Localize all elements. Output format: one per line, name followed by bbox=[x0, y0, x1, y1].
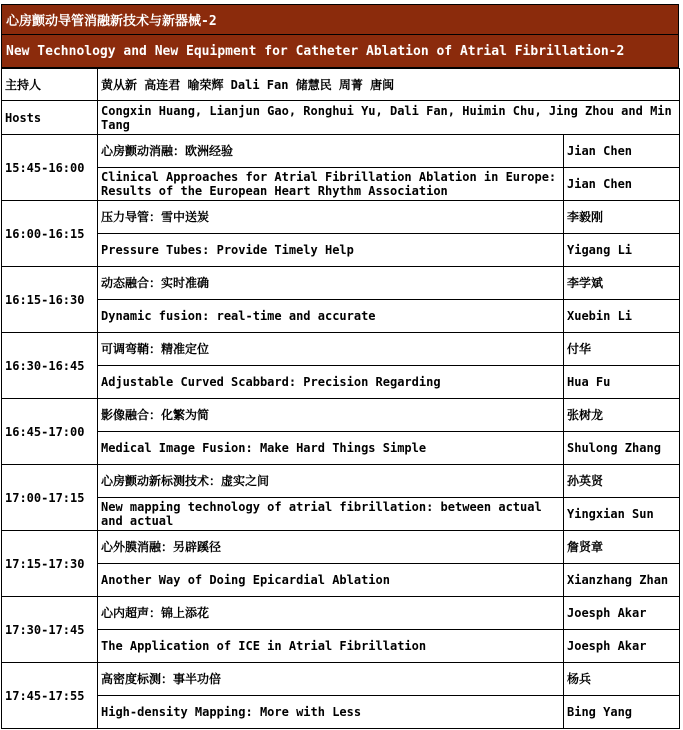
hosts-label-cn: 主持人 bbox=[2, 69, 98, 101]
session-topic-en: Medical Image Fusion: Make Hard Things Simple bbox=[98, 432, 564, 465]
hosts-row-en bbox=[2, 101, 680, 135]
session-row-cn bbox=[2, 399, 680, 432]
session-topic-cn: 心房颤动新标测技术：虚实之间 bbox=[98, 465, 564, 498]
session-time: 17:00-17:15 bbox=[2, 465, 98, 531]
session-row-cn bbox=[2, 267, 680, 300]
session-speaker-cn: 李毅刚 bbox=[564, 201, 680, 234]
session-speaker-cn: Jian Chen bbox=[564, 135, 680, 168]
session-row-cn bbox=[2, 531, 680, 564]
session-row-cn bbox=[2, 597, 680, 630]
session-row-cn bbox=[2, 333, 680, 366]
session-speaker-cn: 孙英贤 bbox=[564, 465, 680, 498]
session-topic-cn: 可调弯鞘：精准定位 bbox=[98, 333, 564, 366]
session-topic-en: Pressure Tubes: Provide Timely Help bbox=[98, 234, 564, 267]
session-topic-cn: 高密度标测：事半功倍 bbox=[98, 663, 564, 696]
session-speaker-cn: 李学斌 bbox=[564, 267, 680, 300]
hosts-label-en: Hosts bbox=[2, 101, 98, 135]
session-speaker-en: Jian Chen bbox=[564, 168, 680, 201]
session-time: 17:45-17:55 bbox=[2, 663, 98, 729]
session-speaker-cn: 詹贤章 bbox=[564, 531, 680, 564]
schedule-table bbox=[1, 68, 680, 729]
session-row-en bbox=[2, 696, 680, 729]
session-topic-en: High-density Mapping: More with Less bbox=[98, 696, 564, 729]
session-topic-en: The Application of ICE in Atrial Fibrillation bbox=[98, 630, 564, 663]
session-time: 16:45-17:00 bbox=[2, 399, 98, 465]
session-row-cn bbox=[2, 201, 680, 234]
session-speaker-en: Hua Fu bbox=[564, 366, 680, 399]
session-speaker-en: Shulong Zhang bbox=[564, 432, 680, 465]
session-speaker-cn: 付华 bbox=[564, 333, 680, 366]
session-speaker-en: Joesph Akar bbox=[564, 630, 680, 663]
session-speaker-cn: Joesph Akar bbox=[564, 597, 680, 630]
session-row-cn bbox=[2, 465, 680, 498]
session-time: 16:30-16:45 bbox=[2, 333, 98, 399]
session-topic-en: Another Way of Doing Epicardial Ablation bbox=[98, 564, 564, 597]
session-topic-cn: 影像融合：化繁为简 bbox=[98, 399, 564, 432]
session-speaker-en: Yingxian Sun bbox=[564, 498, 680, 531]
session-row-en bbox=[2, 234, 680, 267]
session-speaker-cn: 杨兵 bbox=[564, 663, 680, 696]
hosts-row-cn bbox=[2, 69, 680, 101]
session-topic-en: Clinical Approaches for Atrial Fibrillation Ablation in Europe: Results of the European Heart Rhythm Association bbox=[98, 168, 564, 201]
schedule-sheet bbox=[1, 4, 679, 729]
session-row-en bbox=[2, 630, 680, 663]
session-topic-cn: 心内超声：锦上添花 bbox=[98, 597, 564, 630]
session-row-cn bbox=[2, 663, 680, 696]
session-topic-cn: 心外膜消融：另辟蹊径 bbox=[98, 531, 564, 564]
session-speaker-en: Xianzhang Zhan bbox=[564, 564, 680, 597]
session-row-en bbox=[2, 366, 680, 399]
session-topic-cn: 压力导管：雪中送炭 bbox=[98, 201, 564, 234]
session-row-en bbox=[2, 432, 680, 465]
session-time: 17:15-17:30 bbox=[2, 531, 98, 597]
session-row-en bbox=[2, 564, 680, 597]
session-speaker-en: Yigang Li bbox=[564, 234, 680, 267]
session-time: 16:00-16:15 bbox=[2, 201, 98, 267]
session-topic-en: New mapping technology of atrial fibrillation: between actual and actual bbox=[98, 498, 564, 531]
session-time: 15:45-16:00 bbox=[2, 135, 98, 201]
session-time: 17:30-17:45 bbox=[2, 597, 98, 663]
session-topic-cn: 心房颤动消融：欧洲经验 bbox=[98, 135, 564, 168]
session-row-en bbox=[2, 168, 680, 201]
session-speaker-en: Bing Yang bbox=[564, 696, 680, 729]
session-title-en: New Technology and New Equipment for Catheter Ablation of Atrial Fibrillation-2 bbox=[1, 35, 679, 68]
session-row-en bbox=[2, 300, 680, 333]
session-row-en bbox=[2, 498, 680, 531]
session-topic-cn: 动态融合：实时准确 bbox=[98, 267, 564, 300]
session-topic-en: Dynamic fusion: real-time and accurate bbox=[98, 300, 564, 333]
session-time: 16:15-16:30 bbox=[2, 267, 98, 333]
session-speaker-cn: 张树龙 bbox=[564, 399, 680, 432]
session-speaker-en: Xuebin Li bbox=[564, 300, 680, 333]
hosts-names-cn: 黄从新 高连君 喻荣辉 Dali Fan 储慧民 周菁 唐闽 bbox=[98, 69, 680, 101]
hosts-names-en: Congxin Huang, Lianjun Gao, Ronghui Yu, Dali Fan, Huimin Chu, Jing Zhou and Min Tang bbox=[98, 101, 680, 135]
session-title-cn: 心房颤动导管消融新技术与新器械-2 bbox=[1, 4, 679, 35]
session-row-cn bbox=[2, 135, 680, 168]
session-topic-en: Adjustable Curved Scabbard: Precision Regarding bbox=[98, 366, 564, 399]
